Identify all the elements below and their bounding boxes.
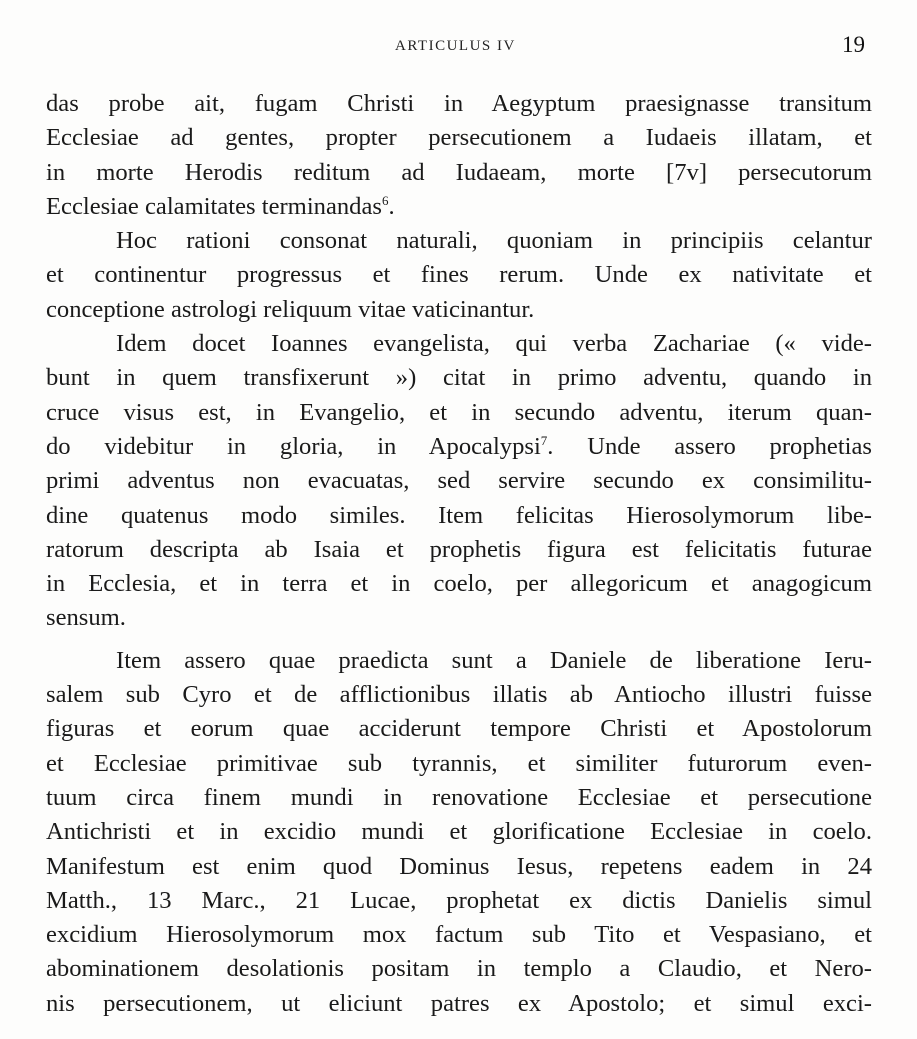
text-line: Matth., 13 Marc., 21 Lucae, prophetat ex dictis Danielis simul bbox=[46, 886, 872, 914]
running-head bbox=[0, 32, 917, 62]
paragraph-3 bbox=[46, 327, 872, 636]
text-line: in Ecclesia, et in terra et in coelo, per allegoricum et anagogicum bbox=[46, 570, 872, 598]
text-line: das probe ait, fugam Christi in Aegyptum praesignasse transitum bbox=[46, 90, 872, 117]
text-line-tail: . bbox=[388, 192, 395, 220]
text-line: abominationem desolationis positam in templo a Claudio, et Nero- bbox=[46, 955, 872, 983]
text-line: et Ecclesiae primitivae sub tyrannis, et similiter futurorum even- bbox=[46, 749, 872, 777]
footnote-marker: 6 bbox=[381, 192, 389, 208]
text-line: bunt in quem transfixerunt ») citat in primo adventu, quando in bbox=[46, 364, 872, 392]
text-line: Ecclesiae ad gentes, propter persecutionem a Iudaeis illatam, et bbox=[46, 124, 872, 152]
text-line: nis persecutionem, ut eliciunt patres ex Apostolo; et simul exci- bbox=[46, 989, 872, 1017]
text-line: Idem docet Ioannes evangelista, qui verba Zachariae (« vide- bbox=[116, 330, 872, 358]
paragraph-4 bbox=[46, 644, 872, 1021]
text-line: cruce visus est, in Evangelio, et in secundo adventu, iterum quan- bbox=[46, 398, 872, 426]
paragraph-gap bbox=[46, 636, 872, 644]
text-line: Item assero quae praedicta sunt a Daniele de liberatione Ieru- bbox=[116, 646, 872, 674]
text-line: Hoc rationi consonat naturali, quoniam in principiis celantur bbox=[116, 227, 872, 255]
text-line: salem sub Cyro et de afflictionibus illatis ab Antiocho illustri fuisse bbox=[46, 681, 872, 709]
paragraph-1 bbox=[46, 87, 872, 224]
text-line: dine quatenus modo similes. Item felicitas Hierosolymorum libe- bbox=[46, 501, 872, 529]
text-line: sensum. bbox=[46, 604, 126, 632]
text-line bbox=[46, 430, 872, 464]
running-title: ARTICULUS IV bbox=[395, 38, 516, 54]
text-line: Antichristi et in excidio mundi et glorificatione Ecclesiae in coelo. bbox=[46, 818, 872, 846]
text-line: tuum circa finem mundi in renovatione Ecclesiae et persecutione bbox=[46, 783, 872, 811]
text-line: conceptione astrologi reliquum vitae vaticinantur. bbox=[46, 295, 535, 323]
text-line: et continentur progressus et fines rerum. Unde ex nativitate et bbox=[46, 261, 872, 289]
text-line-content: do videbitur in gloria, in Apocalypsi bbox=[46, 432, 541, 460]
text-line: excidium Hierosolymorum mox factum sub Tito et Vespasiano, et bbox=[46, 921, 872, 949]
text-line: in morte Herodis reditum ad Iudaeam, morte [7v] persecutorum bbox=[46, 158, 872, 186]
text-line-tail: . Unde assero prophetias bbox=[547, 432, 873, 460]
text-line: figuras et eorum quae acciderunt tempore Christi et Apostolorum bbox=[46, 715, 872, 743]
text-line: primi adventus non evacuatas, sed servire secundo ex consimilitu- bbox=[46, 467, 872, 495]
page-number: 19 bbox=[842, 32, 865, 57]
footnote-marker: 7 bbox=[540, 432, 548, 448]
text-line-content: Ecclesiae calamitates terminandas bbox=[46, 192, 382, 220]
text-line: Manifestum est enim quod Dominus Iesus, repetens eadem in 24 bbox=[46, 852, 872, 880]
body-text bbox=[46, 87, 872, 1021]
text-line bbox=[46, 190, 872, 224]
text-line: ratorum descripta ab Isaia et prophetis figura est felicitatis futurae bbox=[46, 535, 872, 563]
paragraph-2 bbox=[46, 224, 872, 327]
